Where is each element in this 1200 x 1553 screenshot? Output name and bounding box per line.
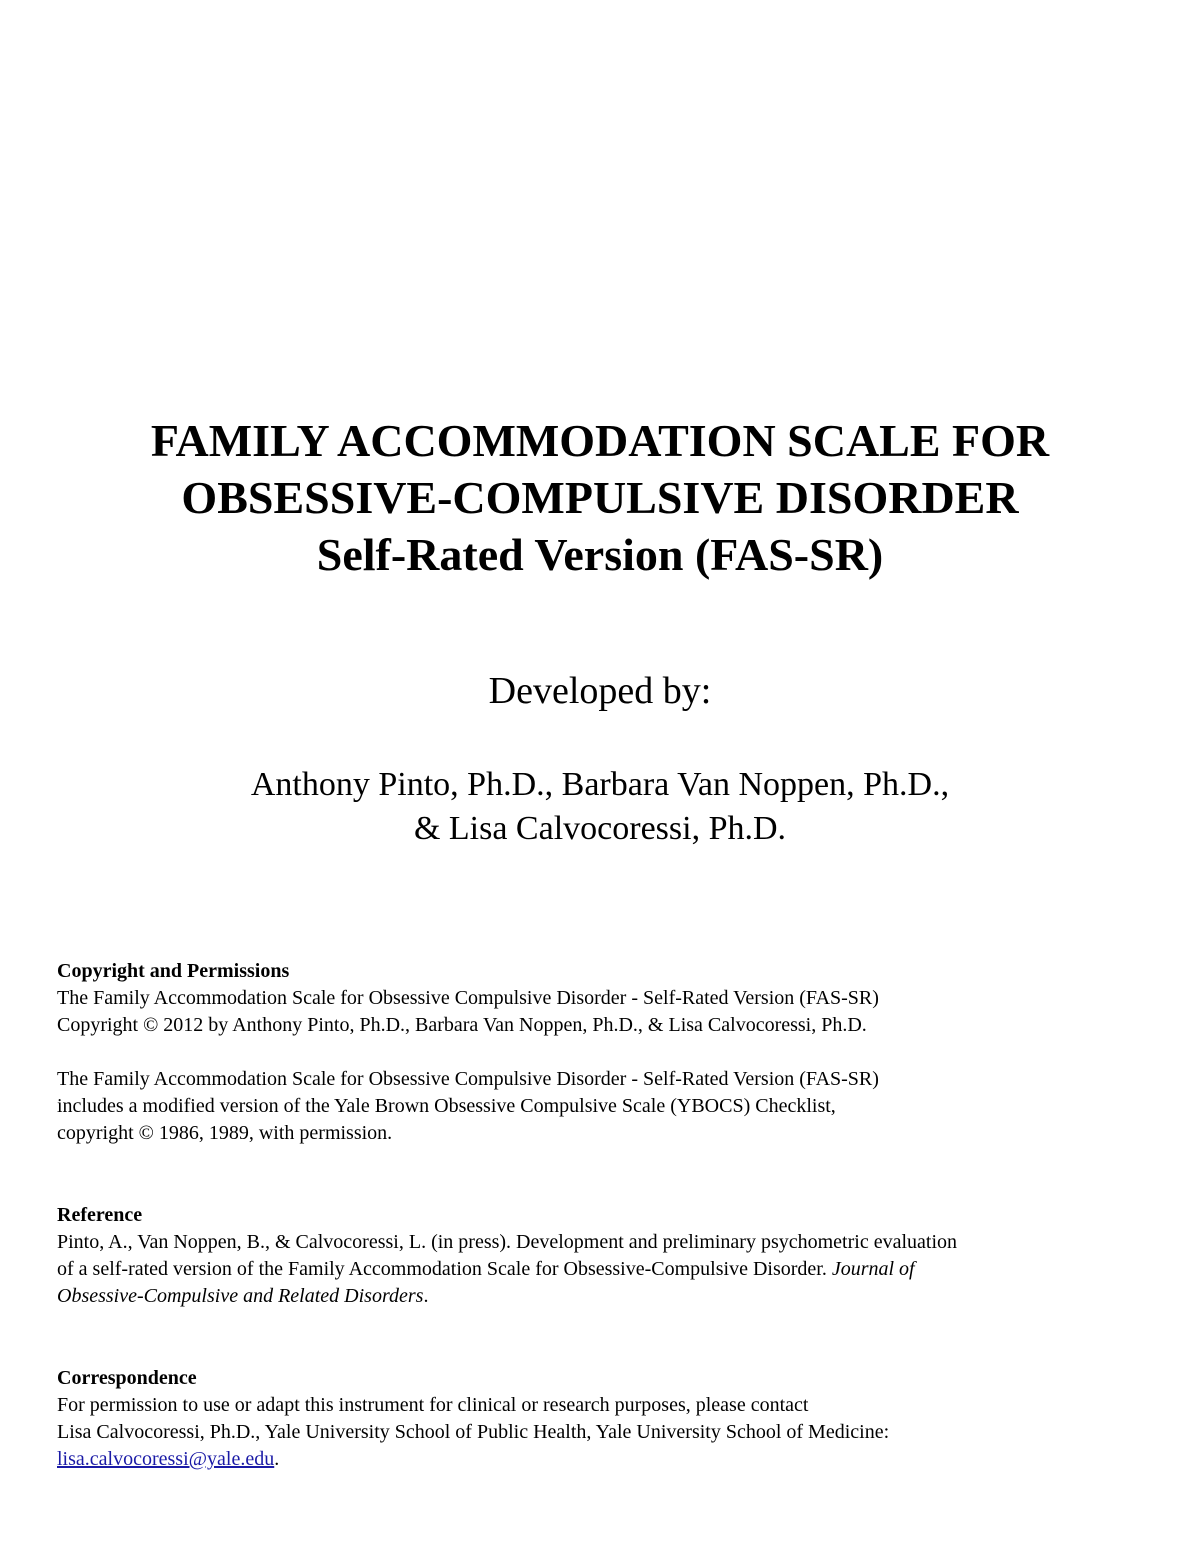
email-line (57, 1446, 1157, 1473)
copyright-section (57, 958, 1157, 1147)
correspondence-text: Lisa Calvocoressi, Ph.D., Yale University School of Public Health, Yale University School of Medicine: (57, 1421, 890, 1443)
authors-line-1: Anthony Pinto, Ph.D., Barbara Van Noppen, Ph.D., (250, 766, 950, 803)
email-link[interactable]: lisa.calvocoressi@yale.edu (57, 1448, 275, 1470)
copyright-text: Copyright © 2012 by Anthony Pinto, Ph.D., Barbara Van Noppen, Ph.D., & Lisa Calvocoressi, Ph.D. (57, 1014, 867, 1036)
correspondence-heading: Correspondence (57, 1367, 197, 1389)
reference-text-plain: of a self-rated version of the Family Accommodation Scale for Obsessive-Compulsive Disorder. (57, 1258, 832, 1280)
copyright-heading: Copyright and Permissions (57, 960, 290, 982)
copyright-text: The Family Accommodation Scale for Obsessive Compulsive Disorder - Self-Rated Version (FAS-SR) (57, 987, 879, 1009)
permission-text: The Family Accommodation Scale for Obsessive Compulsive Disorder - Self-Rated Version (FAS-SR) (57, 1068, 879, 1090)
paragraph-gap (57, 1039, 1157, 1066)
title-line-3: Self-Rated Version (FAS-SR) (316, 529, 884, 580)
reference-text: Pinto, A., Van Noppen, B., & Calvocoressi, L. (in press). Development and preliminary psychometric evaluation (57, 1231, 958, 1253)
authors-block (0, 763, 1200, 851)
journal-name-part: Obsessive-Compulsive and Related Disorders (57, 1285, 424, 1307)
permission-text: includes a modified version of the Yale Brown Obsessive Compulsive Scale (YBOCS) Checklist, (57, 1095, 836, 1117)
correspondence-text: For permission to use or adapt this instrument for clinical or research purposes, please contact (57, 1394, 809, 1416)
title-line-2: OBSESSIVE-COMPULSIVE DISORDER (181, 472, 1019, 523)
permission-text: copyright © 1986, 1989, with permission. (57, 1122, 393, 1144)
document-title (0, 412, 1200, 583)
authors-line-2: & Lisa Calvocoressi, Ph.D. (413, 810, 787, 847)
reference-section (57, 1202, 1157, 1310)
journal-name-part: Journal of (831, 1258, 915, 1280)
reference-heading: Reference (57, 1204, 143, 1226)
title-line-1: FAMILY ACCOMMODATION SCALE FOR (150, 415, 1050, 466)
email-suffix: . (274, 1448, 280, 1470)
developed-by-label: Developed by: (488, 670, 712, 712)
reference-text-plain: . (423, 1285, 429, 1307)
correspondence-section (57, 1365, 1157, 1473)
reference-text (57, 1256, 1157, 1283)
reference-text (57, 1283, 1157, 1310)
